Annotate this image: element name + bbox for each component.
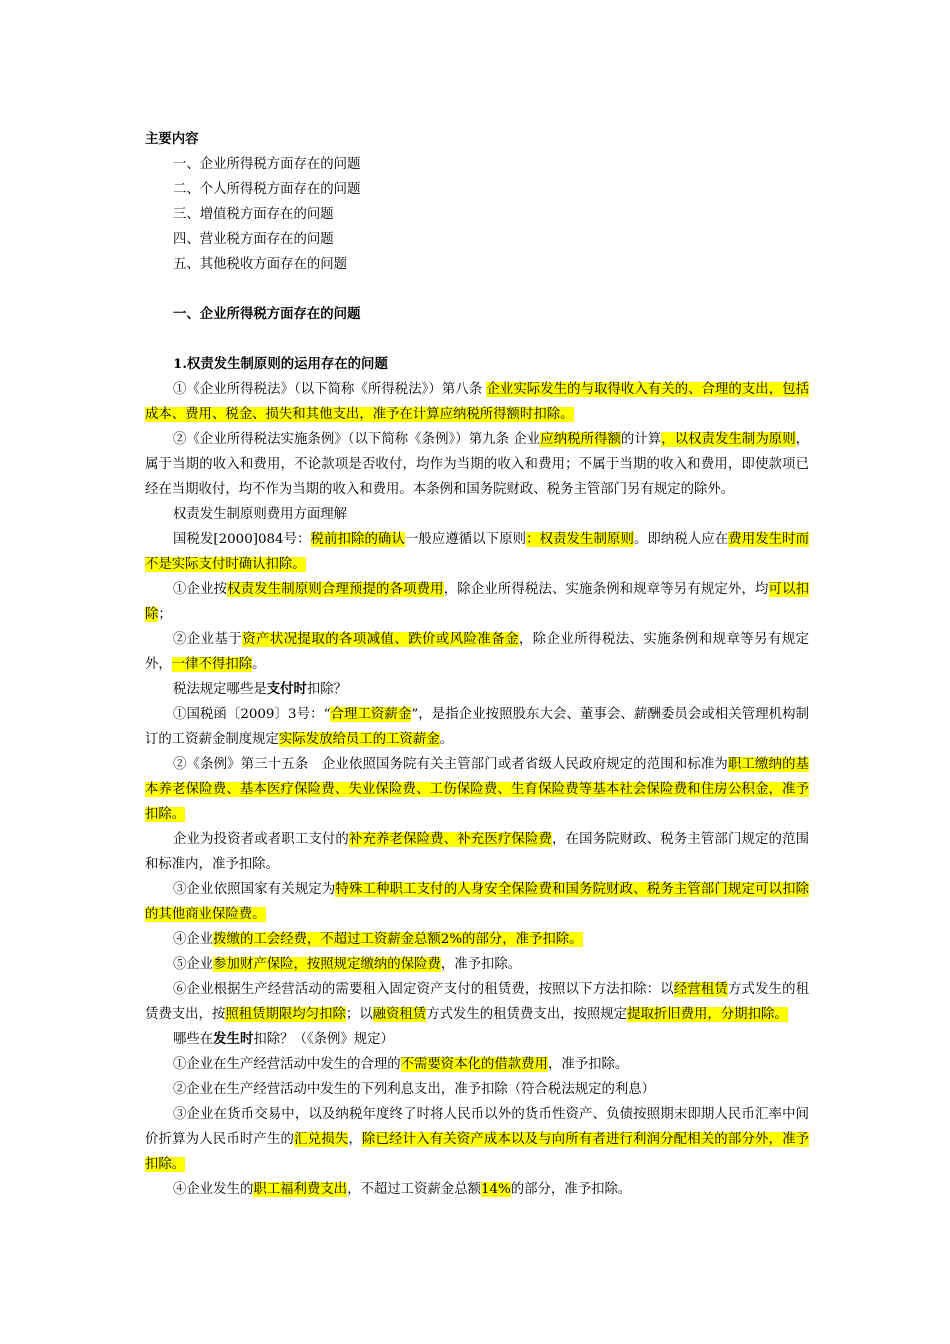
text-run: 扣除？（《条例》规定） bbox=[253, 1032, 394, 1047]
text-run: ④企业发生的 bbox=[173, 1182, 254, 1197]
paragraph bbox=[145, 952, 809, 977]
text-run: 的计算 bbox=[620, 432, 662, 447]
text-run: ，准予扣除。 bbox=[547, 1057, 629, 1072]
text-run: 国税发[2000]084号： bbox=[173, 532, 311, 547]
paragraph bbox=[145, 1102, 809, 1177]
highlighted-text: 汇兑损失 bbox=[294, 1132, 349, 1147]
text-run: ； bbox=[158, 607, 172, 622]
text-run: 哪些在 bbox=[173, 1032, 214, 1047]
paragraph bbox=[145, 677, 809, 702]
highlighted-text: 资产状况提取的各项减值、跌价或风险准备金 bbox=[242, 632, 519, 647]
section-heading: 一、企业所得税方面存在的问题 bbox=[173, 306, 361, 322]
toc-item: 三、增值税方面存在的问题 bbox=[173, 207, 334, 222]
text-run: ⑤企业 bbox=[173, 957, 214, 972]
highlighted-text: 照租赁期限均匀扣除 bbox=[225, 1007, 346, 1022]
highlighted-text: ：权责发生制原则 bbox=[526, 532, 634, 547]
paragraph bbox=[145, 527, 809, 577]
highlighted-text: 提取折旧费用，分期扣除。 bbox=[627, 1007, 788, 1022]
paragraph bbox=[145, 927, 809, 952]
paragraph bbox=[145, 877, 809, 927]
paragraph bbox=[145, 1177, 809, 1202]
bold-text: 支付时 bbox=[266, 681, 307, 697]
text-run: 的部分，准予扣除。 bbox=[510, 1182, 632, 1197]
text-run: 方式发生的租赁费支出，按照规定 bbox=[426, 1007, 628, 1022]
spacer bbox=[145, 327, 809, 352]
text-run: ③企业在货币交易中，以及纳税年度终了时将人民币以外的货币性资产、负债按照期末即期人民币汇率中间价折算为人民币时产生的 bbox=[145, 1107, 809, 1147]
text-run: ，属于当期的收入和费用，不论款项是否收付，均作为当期的收入和费用；不属于当期的收入和费用，即使款项已经在当期收付，均不作为当期的收入和费用。本条例和国务院财政、税务主管部门另有规定的除外。 bbox=[145, 432, 810, 497]
toc-item: 一、企业所得税方面存在的问题 bbox=[173, 157, 361, 172]
highlighted-text: 不需要资本化的借款费用 bbox=[400, 1057, 548, 1072]
paragraph bbox=[145, 702, 809, 752]
paragraph bbox=[145, 627, 809, 677]
text-run: ①企业按 bbox=[173, 582, 228, 597]
highlighted-text: 企业实际发生的与取得收入有关的、合理的支出，包括成本、费用、税金、损失和其他支出，准予在计算应纳税所得额时扣除。 bbox=[145, 382, 810, 422]
toc-item: 五、其他税收方面存在的问题 bbox=[173, 257, 348, 272]
text-run: ，在国务院财政、税务主管部门规定的范围和标准内，准予扣除。 bbox=[145, 832, 810, 872]
text-run: ，准予扣除。 bbox=[440, 957, 522, 972]
highlighted-text: 特殊工种职工支付的人身安全保险费和国务院财政、税务主管部门规定可以扣除的其他商业保险费。 bbox=[145, 882, 809, 922]
text-run: ， bbox=[348, 1132, 362, 1147]
document-body bbox=[145, 127, 809, 1202]
text-run: ②《企业所得税法实施条例》（以下简称《条例》）第九条 企业 bbox=[173, 432, 541, 447]
text-run: ①企业在生产经营活动中发生的合理的 bbox=[173, 1057, 401, 1072]
bold-text: 发生时 bbox=[213, 1031, 254, 1047]
highlighted-text: 参加财产保险，按照规定缴纳的保险费 bbox=[213, 957, 441, 972]
highlighted-text: 一律不得扣除 bbox=[171, 657, 253, 672]
highlighted-text: 融资租赁 bbox=[372, 1007, 427, 1022]
text-run: ②企业在生产经营活动中发生的下列利息支出，准予扣除（符合税法规定的利息） bbox=[173, 1082, 656, 1097]
paragraph bbox=[145, 377, 809, 427]
text-run: 税法规定哪些是 bbox=[173, 682, 267, 697]
paragraph bbox=[145, 427, 809, 502]
highlighted-text: 费用发生时而不是实际支付时确认扣除。 bbox=[145, 532, 810, 572]
highlighted-text: 补充养老保险费、补充医疗保险费 bbox=[348, 832, 552, 847]
paragraph bbox=[145, 827, 809, 877]
text-run: ”，是指企业按照股东大会、董事会、薪酬委员会或相关管理机构制订的工资薪金制度规定 bbox=[145, 707, 810, 747]
highlighted-text: 税前扣除的确认 bbox=[310, 532, 405, 547]
text-run: 。即纳税人应在 bbox=[633, 532, 729, 547]
highlighted-text: ，以权责发生制为原则 bbox=[661, 432, 796, 447]
text-run: ②《条例》第三十五条 企业依照国务院有关主管部门或者省级人民政府规定的范围和标准为 bbox=[173, 757, 728, 772]
highlighted-text: 职工缴纳的基本养老保险费、基本医疗保险费、失业保险费、工伤保险费、生育保险费等基本社会保险费和住房公积金，准予扣除。 bbox=[145, 757, 810, 822]
toc-title: 主要内容 bbox=[145, 131, 199, 147]
text-run: 扣除？ bbox=[306, 682, 348, 697]
text-run: ，不超过工资薪金总额 bbox=[347, 1182, 481, 1197]
paragraph bbox=[145, 502, 809, 527]
paragraph bbox=[145, 977, 809, 1027]
highlighted-text: 14% bbox=[480, 1182, 511, 1197]
paragraph bbox=[145, 1052, 809, 1077]
highlighted-text: 应纳税所得额 bbox=[540, 432, 621, 447]
highlighted-text: 实际发放给员工的工资薪金 bbox=[278, 732, 440, 747]
text-run: 企业为投资者或者职工支付的 bbox=[173, 832, 349, 847]
highlighted-text: 职工福利费支出 bbox=[253, 1182, 348, 1197]
text-run: ②企业基于 bbox=[173, 632, 243, 647]
highlighted-text: 可以扣除 bbox=[145, 582, 810, 622]
text-run: ④企业 bbox=[173, 932, 214, 947]
paragraph bbox=[145, 577, 809, 627]
text-run: ，除企业所得税法、实施条例和规章等另有规定外， bbox=[145, 632, 810, 672]
highlighted-text: 除已经计入有关资产成本以及与向所有者进行利润分配相关的部分外，准予扣除。 bbox=[145, 1132, 810, 1172]
toc-item: 四、营业税方面存在的问题 bbox=[173, 232, 334, 247]
text-run: ①国税函〔2009〕3号：“ bbox=[173, 707, 331, 722]
highlighted-text: 拨缴的工会经费，不超过工资薪金总额2%的部分，准予扣除。 bbox=[213, 932, 583, 947]
text-run: 权责发生制原则费用方面理解 bbox=[173, 507, 348, 522]
text-run: 方式发生的租赁费支出，按 bbox=[145, 982, 810, 1022]
text-run: 。 bbox=[252, 657, 266, 672]
paragraph bbox=[145, 1027, 809, 1052]
highlighted-text: 合理工资薪金 bbox=[330, 707, 412, 722]
spacer bbox=[145, 277, 809, 302]
toc-item: 二、个人所得税方面存在的问题 bbox=[173, 182, 361, 197]
highlighted-text: 经营租赁 bbox=[673, 982, 728, 997]
paragraph bbox=[145, 752, 809, 827]
highlighted-text: 权责发生制原则合理预提的各项费用 bbox=[227, 582, 444, 597]
text-run: ③企业依照国家有关规定为 bbox=[173, 882, 336, 897]
subsection-heading: 1.权责发生制原则的运用存在的问题 bbox=[173, 356, 388, 372]
text-run: ⑥企业根据生产经营活动的需要租入固定资产支付的租赁费，按照以下方法扣除：以 bbox=[173, 982, 674, 997]
text-run: ；以 bbox=[345, 1007, 373, 1022]
paragraph bbox=[145, 1077, 809, 1102]
text-run: ①《企业所得税法》（以下简称《所得税法》）第八条 bbox=[173, 382, 487, 397]
text-run: 一般应遵循以下原则 bbox=[404, 532, 527, 547]
text-run: ，除企业所得税法、实施条例和规章等另有规定外，均 bbox=[443, 582, 769, 597]
text-run: 。 bbox=[439, 732, 453, 747]
paragraph-list bbox=[145, 377, 809, 1202]
